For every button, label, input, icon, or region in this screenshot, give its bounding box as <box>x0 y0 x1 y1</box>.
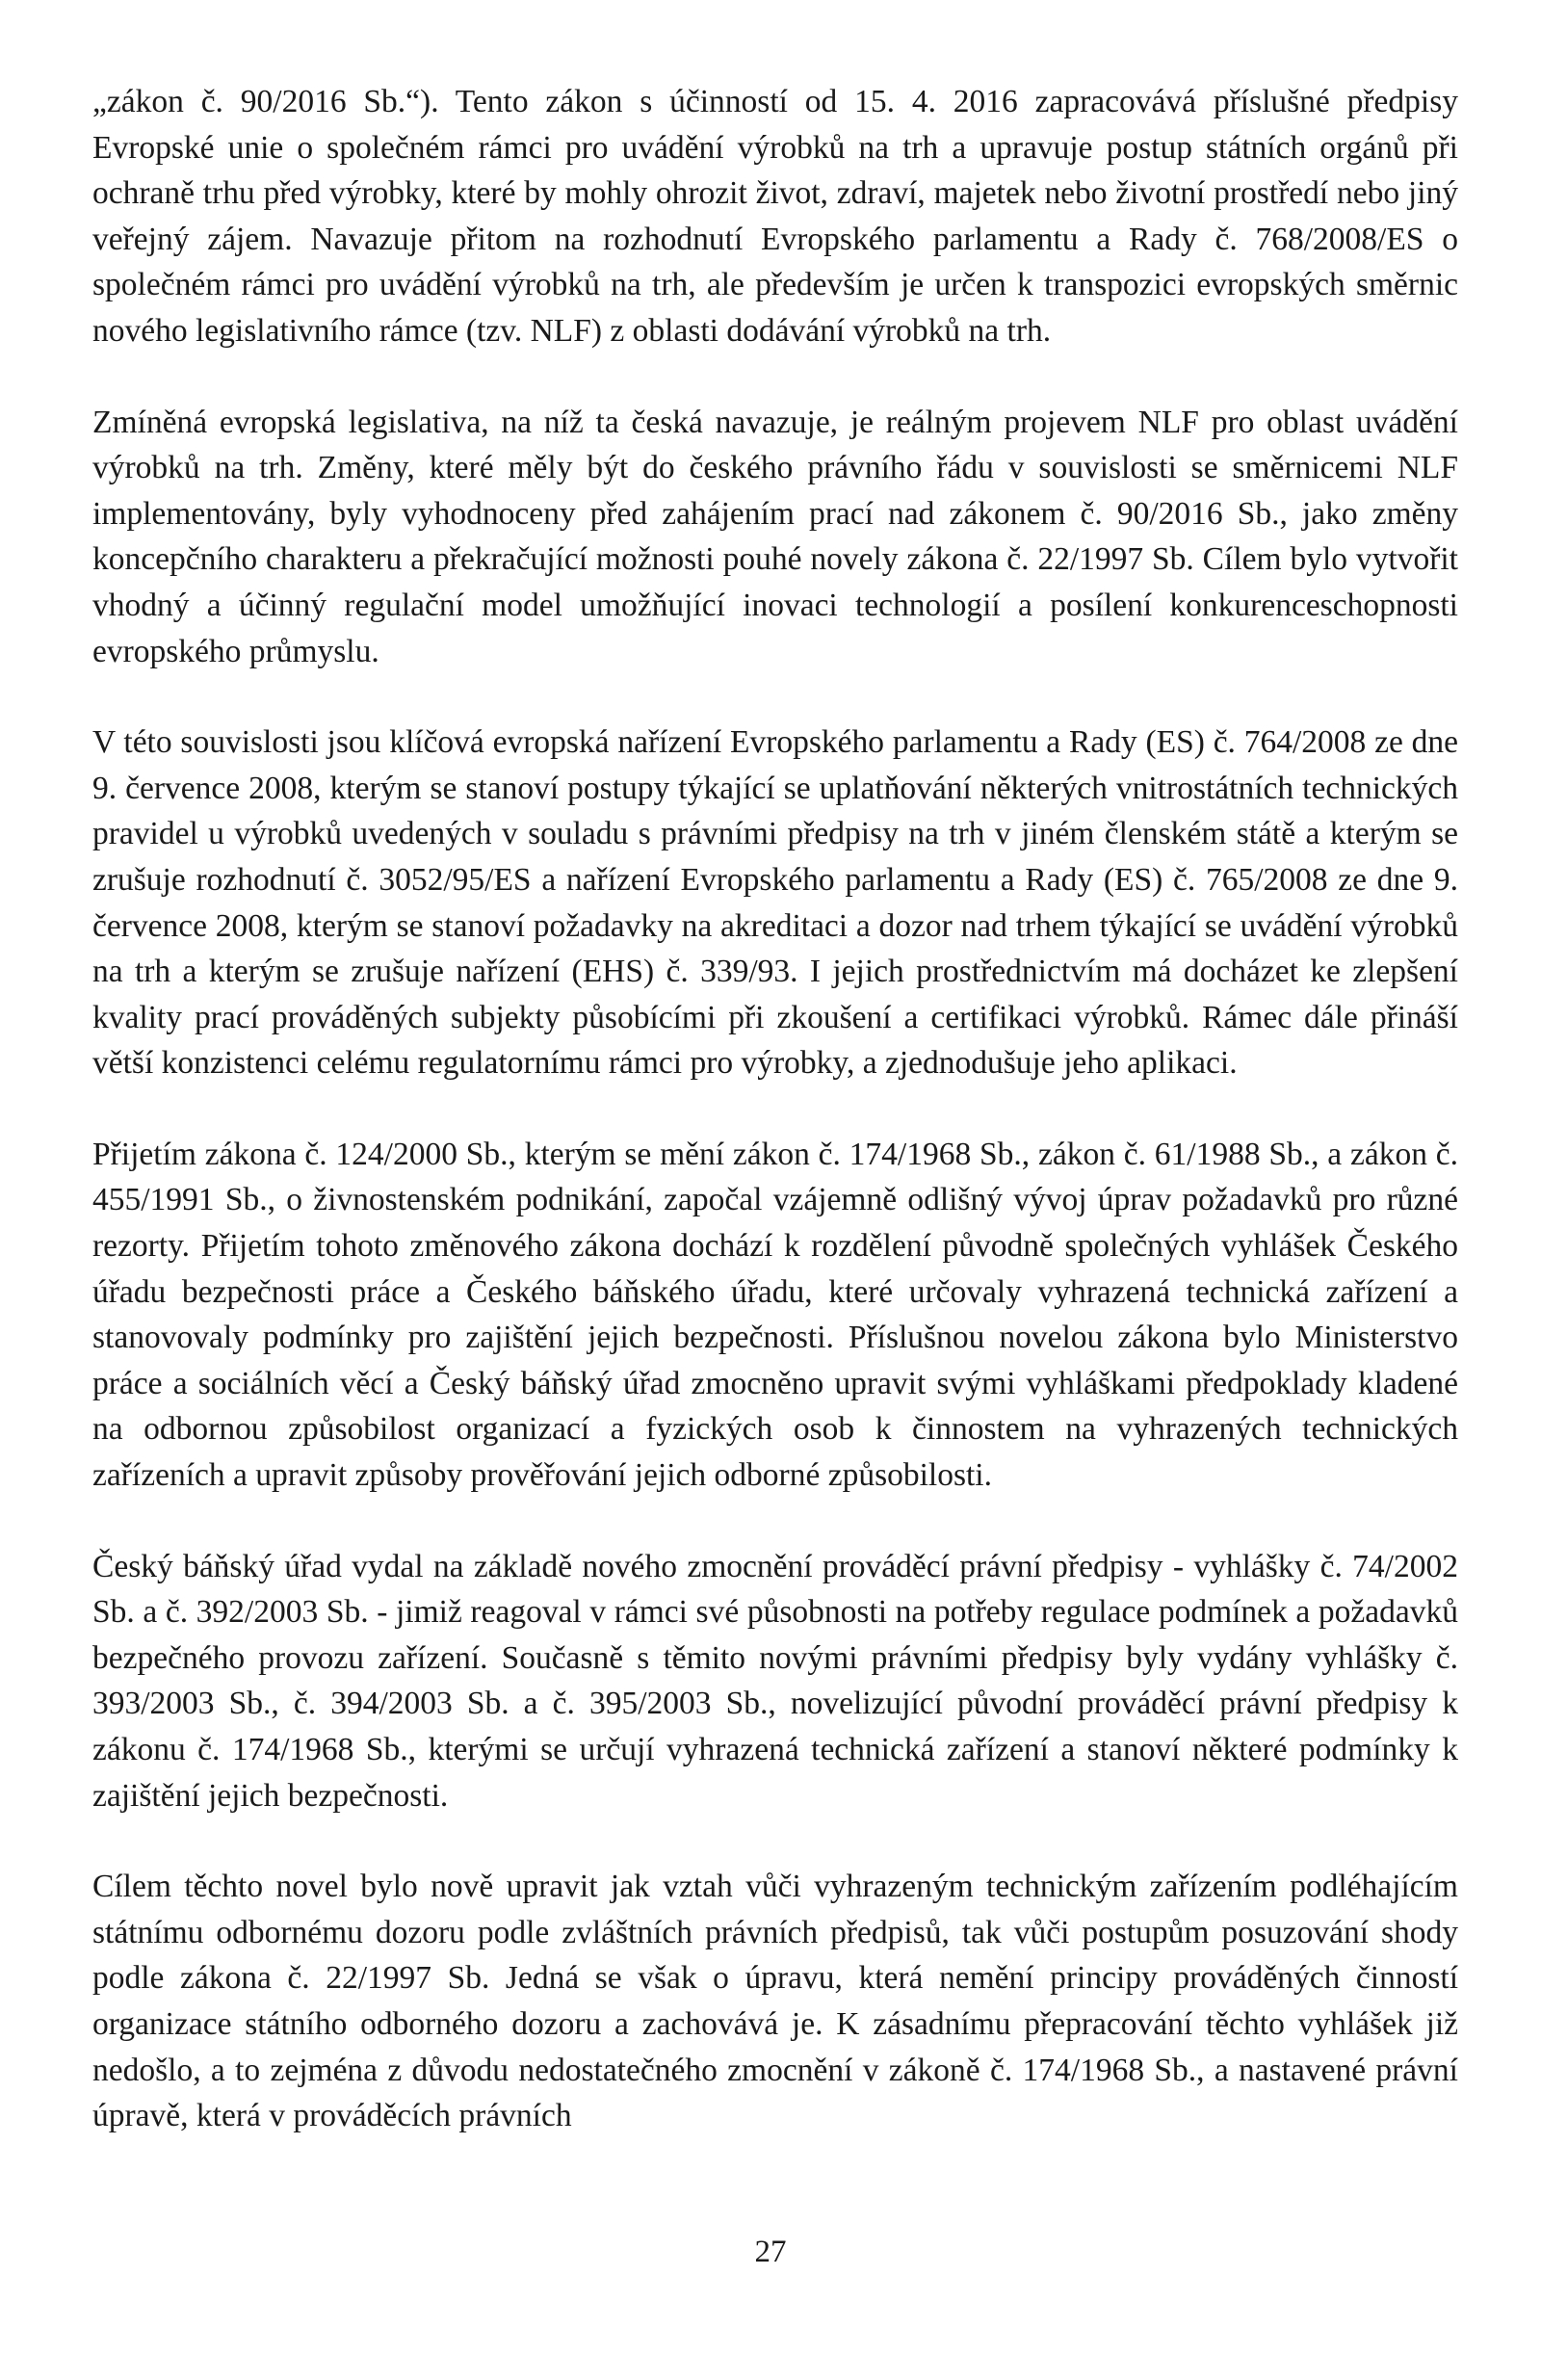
page-number: 27 <box>754 2235 787 2269</box>
paragraph-1: „zákon č. 90/2016 Sb.“). Tento zákon s účinností od 15. 4. 2016 zapracovává příslušné předpisy Evropské unie o společném rámci pro uvádění výrobků na trh a upravuje postup státních orgánů při ochraně trhu před výrobky, které by mohly ohrozit život, zdraví, majetek nebo životní prostředí nebo jiný veřejný zájem. Navazuje přitom na rozhodnutí Evropského parlamentu a Rady č. 768/2008/ES o společném rámci pro uvádění výrobků na trh, ale především je určen k transpozici evropských směrnic nového legislativního rámce (tzv. NLF) z oblasti dodávání výrobků na trh. <box>92 84 1458 349</box>
paragraph-5: Český báňský úřad vydal na základě nového zmocnění prováděcí právní předpisy - vyhlášky č. 74/2002 Sb. a č. 392/2003 Sb. - jimiž reagoval v rámci své působnosti na potřeby regulace podmínek a požadavků bezpečného provozu zařízení. Současně s těmito novými právními předpisy byly vydány vyhlášky č. 393/2003 Sb., č. 394/2003 Sb. a č. 395/2003 Sb., novelizující původní prováděcí právní předpisy k zákonu č. 174/1968 Sb., kterými se určují vyhrazená technická zařízení a stanoví některé podmínky k zajištění jejich bezpečnosti. <box>92 1548 1458 1814</box>
document-body <box>92 79 1458 2184</box>
paragraph-2: Zmíněná evropská legislativa, na níž ta česká navazuje, je reálným projevem NLF pro oblast uvádění výrobků na trh. Změny, které měly být do českého právního řádu v souvislosti se směrnicemi NLF implementovány, byly vyhodnoceny před zahájením prací nad zákonem č. 90/2016 Sb., jako změny koncepčního charakteru a překračující možnosti pouhé novely zákona č. 22/1997 Sb. Cílem bylo vytvořit vhodný a účinný regulační model umožňující inovaci technologií a posílení konkurenceschopnosti evropského průmyslu. <box>92 404 1458 669</box>
paragraph-3: V této souvislosti jsou klíčová evropská nařízení Evropského parlamentu a Rady (ES) č. 764/2008 ze dne 9. července 2008, kterým se stanoví postupy týkající se uplatňování některých vnitrostátních technických pravidel u výrobků uvedených v souladu s právními předpisy na trh v jiném členském státě a kterým se zrušuje rozhodnutí č. 3052/95/ES a nařízení Evropského parlamentu a Rady (ES) č. 765/2008 ze dne 9. července 2008, kterým se stanoví požadavky na akreditaci a dozor nad trhem týkající se uvádění výrobků na trh a kterým se zrušuje nařízení (EHS) č. 339/93. I jejich prostřednictvím má docházet ke zlepšení kvality prací prováděných subjekty působícími při zkoušení a certifikaci výrobků. Rámec dále přináší větší konzistenci celému regulatornímu rámci pro výrobky, a zjednodušuje jeho aplikaci. <box>92 724 1458 1082</box>
paragraph-6: Cílem těchto novel bylo nově upravit jak vztah vůči vyhrazeným technickým zařízením podléhajícím státnímu odbornému dozoru podle zvláštních právních předpisů, tak vůči postupům posuzování shody podle zákona č. 22/1997 Sb. Jedná se však o úpravu, která nemění principy prováděných činností organizace státního odborného dozoru a zachovává je. K zásadnímu přepracování těchto vyhlášek již nedošlo, a to zejména z důvodu nedostatečného zmocnění v zákoně č. 174/1968 Sb., a nastavené právní úpravě, která v prováděcích právních <box>92 1869 1458 2134</box>
paragraph-4: Přijetím zákona č. 124/2000 Sb., kterým se mění zákon č. 174/1968 Sb., zákon č. 61/1988 Sb., a zákon č. 455/1991 Sb., o živnostenském podnikání, započal vzájemně odlišný vývoj úprav požadavků pro různé rezorty. Přijetím tohoto změnového zákona dochází k rozdělení původně společných vyhlášek Českého úřadu bezpečnosti práce a Českého báňského úřadu, které určovaly vyhrazená technická zařízení a stanovovaly podmínky pro zajištění jejich bezpečnosti. Příslušnou novelou zákona bylo Ministerstvo práce a sociálních věcí a Český báňský úřad zmocněno upravit svými vyhláškami předpoklady kladené na odbornou způsobilost organizací a fyzických osob k činnostem na vyhrazených technických zařízeních a upravit způsoby prověřování jejich odborné způsobilosti. <box>92 1136 1458 1494</box>
